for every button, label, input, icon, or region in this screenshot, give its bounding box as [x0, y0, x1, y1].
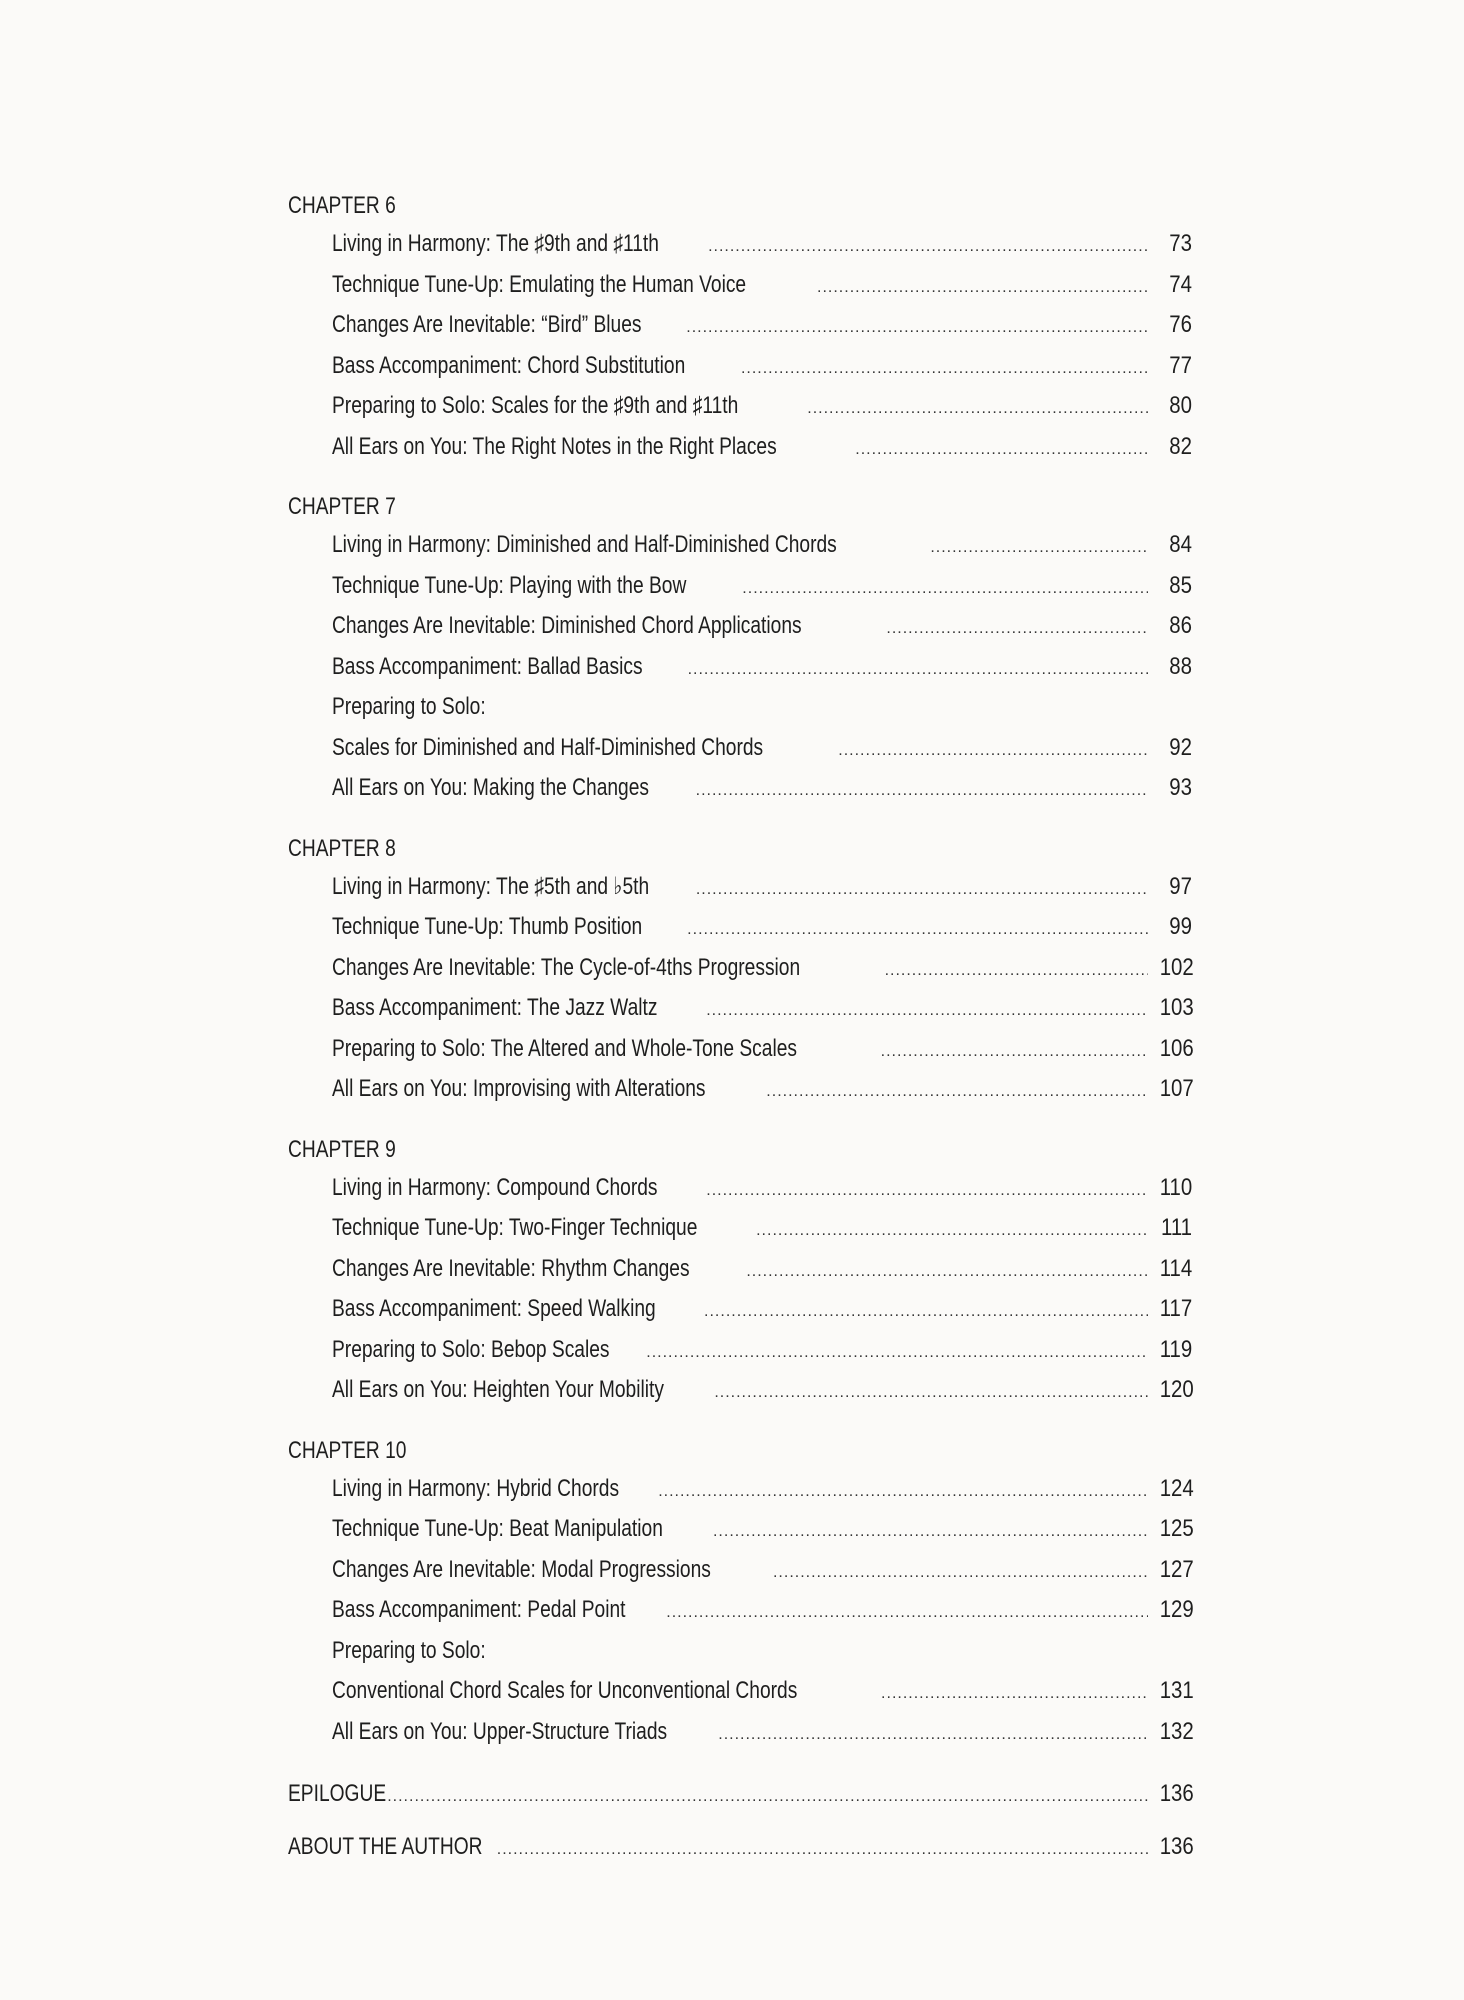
table-of-contents	[288, 188, 1192, 1867]
toc-entry[interactable]	[332, 346, 1192, 387]
entry-title: Technique Tune-Up: Two-Finger Technique	[332, 1214, 698, 1241]
entry-title: All Ears on You: Upper-Structure Triads	[332, 1717, 668, 1745]
toc-entry-label	[332, 687, 1192, 728]
page-number: 136	[1159, 1832, 1194, 1860]
toc-entry-label	[332, 1631, 1192, 1672]
toc-entry[interactable]	[332, 1712, 1192, 1753]
chapter-heading: CHAPTER 8	[288, 834, 396, 862]
dot-leader	[696, 771, 1148, 812]
dot-leader	[708, 227, 1148, 268]
toc-entry[interactable]	[332, 1550, 1192, 1591]
entry-title: Technique Tune-Up: Beat Manipulation	[332, 1515, 663, 1542]
page-number: 102	[1159, 953, 1194, 981]
toc-entry[interactable]	[332, 1590, 1192, 1631]
entry-title: All Ears on You: Heighten Your Mobility	[332, 1376, 664, 1403]
entry-title: Living in Harmony: Compound Chords	[332, 1173, 658, 1201]
entry-title: Conventional Chord Scales for Unconventional Chords	[332, 1677, 798, 1704]
dot-leader	[756, 1211, 1148, 1252]
page-number: 106	[1159, 1034, 1194, 1062]
toc-entry[interactable]	[332, 224, 1192, 265]
chapter-7-section	[288, 489, 1192, 809]
dot-leader	[686, 308, 1148, 349]
page-number: 114	[1159, 1254, 1193, 1282]
page-number: 111	[1160, 1214, 1192, 1241]
page-number: 93	[1169, 774, 1192, 801]
dot-leader	[807, 389, 1148, 430]
toc-entry[interactable]	[332, 988, 1192, 1029]
toc-entry[interactable]	[332, 907, 1192, 948]
toc-entry[interactable]	[332, 728, 1192, 769]
page-number: 129	[1159, 1596, 1194, 1623]
toc-entry-about-the-author[interactable]	[288, 1827, 1192, 1868]
toc-entry[interactable]	[332, 265, 1192, 306]
toc-entry[interactable]	[332, 1469, 1192, 1510]
entry-title: Preparing to Solo: The Altered and Whole-Tone Scales	[332, 1034, 797, 1062]
dot-leader	[746, 1252, 1148, 1293]
chapter-heading: CHAPTER 10	[288, 1436, 407, 1464]
chapter-8-section	[288, 831, 1192, 1110]
toc-entry[interactable]	[332, 1509, 1192, 1550]
entry-title: ABOUT THE AUTHOR	[288, 1832, 483, 1860]
entry-title: Bass Accompaniment: Pedal Point	[332, 1596, 626, 1623]
chapter-heading: CHAPTER 7	[288, 493, 396, 520]
dot-leader	[696, 870, 1148, 911]
page-number: 84	[1169, 531, 1192, 558]
entry-title: Technique Tune-Up: Thumb Position	[332, 913, 643, 940]
toc-entry[interactable]	[332, 1289, 1192, 1330]
chapter-heading: CHAPTER 6	[288, 192, 396, 219]
dot-leader	[766, 1072, 1148, 1113]
toc-entry[interactable]	[332, 305, 1192, 346]
toc-entry[interactable]	[332, 647, 1192, 688]
entry-title: Scales for Diminished and Half-Diminished Chords	[332, 733, 764, 761]
entry-title: Preparing to Solo:	[332, 1636, 486, 1664]
entry-title: Living in Harmony: The ♯9th and ♯11th	[332, 230, 659, 257]
entry-title: All Ears on You: The Right Notes in the Right Places	[332, 432, 777, 460]
toc-entry[interactable]	[332, 867, 1192, 908]
dot-leader	[646, 1333, 1148, 1374]
toc-entry[interactable]	[332, 1168, 1192, 1209]
entry-title: Living in Harmony: Diminished and Half-Diminished Chords	[332, 531, 837, 558]
page-number: 107	[1159, 1075, 1194, 1102]
dot-leader	[687, 910, 1148, 951]
entry-title: Changes Are Inevitable: Rhythm Changes	[332, 1254, 690, 1282]
dot-leader	[718, 1715, 1148, 1756]
dot-leader	[741, 349, 1148, 390]
chapter-10-section	[288, 1433, 1192, 1753]
dot-leader	[666, 1593, 1148, 1634]
page-number: 136	[1159, 1780, 1194, 1807]
toc-entry[interactable]	[332, 427, 1192, 468]
dot-leader	[881, 1674, 1148, 1715]
dot-leader	[376, 1777, 1148, 1818]
entry-title: Changes Are Inevitable: The Cycle-of-4ths Progression	[332, 953, 801, 981]
dot-leader	[713, 1512, 1148, 1553]
entry-title: Preparing to Solo:	[332, 693, 486, 720]
toc-entry[interactable]	[332, 1029, 1192, 1070]
toc-entry[interactable]	[332, 948, 1192, 989]
back-matter	[288, 1774, 1192, 1867]
page-number: 132	[1159, 1717, 1194, 1745]
toc-entry[interactable]	[332, 525, 1192, 566]
entry-title: Technique Tune-Up: Playing with the Bow	[332, 571, 687, 599]
dot-leader	[885, 951, 1148, 992]
dot-leader	[855, 430, 1148, 471]
page-number: 124	[1159, 1474, 1194, 1502]
entry-title: All Ears on You: Making the Changes	[332, 774, 650, 801]
dot-leader	[773, 1553, 1148, 1594]
page-number: 80	[1169, 392, 1192, 419]
toc-entry-epilogue[interactable]	[288, 1774, 1192, 1815]
dot-leader	[706, 991, 1148, 1032]
entry-title: Bass Accompaniment: Chord Substitution	[332, 351, 686, 379]
entry-title: Preparing to Solo: Bebop Scales	[332, 1335, 610, 1363]
dot-leader	[838, 731, 1148, 772]
entry-title: Changes Are Inevitable: “Bird” Blues	[332, 311, 642, 338]
toc-entry[interactable]	[332, 1249, 1192, 1290]
page-number: 76	[1169, 311, 1192, 338]
entry-title: Changes Are Inevitable: Diminished Chord Applications	[332, 612, 802, 639]
entry-title: Bass Accompaniment: Ballad Basics	[332, 652, 643, 680]
dot-leader	[930, 528, 1148, 569]
page-number: 103	[1159, 994, 1194, 1021]
dot-leader	[658, 1472, 1148, 1513]
entry-title: Technique Tune-Up: Emulating the Human Voice	[332, 270, 747, 298]
entry-title: Living in Harmony: Hybrid Chords	[332, 1474, 620, 1502]
toc-entry[interactable]	[332, 606, 1192, 647]
page-number: 86	[1169, 612, 1192, 639]
page-number: 92	[1169, 733, 1192, 761]
chapter-9-section	[288, 1132, 1192, 1411]
toc-entry[interactable]	[332, 1069, 1192, 1110]
page-number: 77	[1169, 351, 1192, 379]
page-number: 85	[1169, 571, 1192, 599]
page-number: 120	[1159, 1376, 1194, 1403]
chapter-heading: CHAPTER 9	[288, 1135, 396, 1163]
entry-title: Bass Accompaniment: Speed Walking	[332, 1295, 656, 1322]
page-number: 127	[1159, 1555, 1194, 1583]
toc-entry[interactable]	[332, 386, 1192, 427]
page-number: 131	[1159, 1677, 1194, 1704]
toc-entry[interactable]	[332, 1208, 1192, 1249]
page-number: 99	[1169, 913, 1192, 940]
dot-leader	[704, 1292, 1148, 1333]
dot-leader	[706, 1171, 1148, 1212]
dot-leader	[881, 1032, 1148, 1073]
entry-title: Preparing to Solo: Scales for the ♯9th and ♯11th	[332, 392, 739, 419]
page-number: 97	[1169, 872, 1192, 900]
page-number: 119	[1159, 1335, 1193, 1363]
toc-entry[interactable]	[332, 1370, 1192, 1411]
dot-leader	[886, 609, 1148, 650]
entry-title: EPILOGUE	[288, 1780, 387, 1807]
entry-title: Changes Are Inevitable: Modal Progressions	[332, 1555, 711, 1583]
page-number: 82	[1169, 432, 1192, 460]
toc-entry[interactable]	[332, 1671, 1192, 1712]
dot-leader	[817, 268, 1148, 309]
toc-entry[interactable]	[332, 768, 1192, 809]
toc-entry[interactable]	[332, 566, 1192, 607]
entry-title: Living in Harmony: The ♯5th and ♭5th	[332, 872, 650, 900]
page-number: 73	[1169, 230, 1192, 257]
page-number: 74	[1169, 270, 1192, 298]
entry-title: All Ears on You: Improvising with Alterations	[332, 1075, 706, 1102]
page-number: 88	[1169, 652, 1192, 680]
page-number: 110	[1159, 1173, 1193, 1201]
dot-leader	[714, 1373, 1148, 1414]
page-number: 117	[1159, 1295, 1193, 1322]
dot-leader	[742, 569, 1148, 610]
toc-entry[interactable]	[332, 1330, 1192, 1371]
entry-title: Bass Accompaniment: The Jazz Waltz	[332, 994, 658, 1021]
page-number: 125	[1159, 1515, 1194, 1542]
dot-leader	[497, 1830, 1148, 1871]
dot-leader	[688, 650, 1148, 691]
chapter-6-section	[288, 188, 1192, 467]
